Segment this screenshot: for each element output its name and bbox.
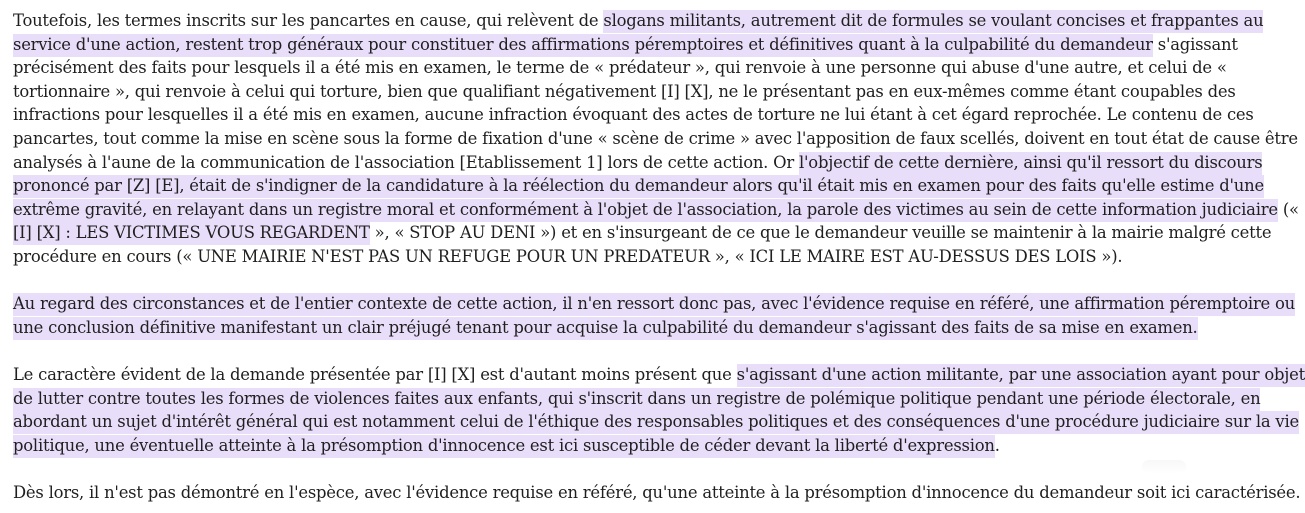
highlighted-text[interactable]: abordant un sujet d'intérêt général qui est notamment celui de l'éthique des responsables politiques et des conséquences d'une procédure judiciaire sur la vie bbox=[13, 411, 1299, 434]
text-line bbox=[13, 103, 1254, 127]
paragraph-3 bbox=[13, 363, 1305, 457]
text-line bbox=[13, 9, 1264, 33]
text-line bbox=[13, 387, 1261, 411]
scroll-fade bbox=[1142, 460, 1186, 474]
highlighted-text[interactable]: l'objectif de cette dernière, ainsi qu'il ressort du discours bbox=[799, 152, 1262, 175]
text-line bbox=[13, 316, 1198, 340]
text-line bbox=[13, 127, 1298, 151]
text-segment[interactable]: Toutefois, les termes inscrits sur les pancartes en cause, qui relèvent de bbox=[13, 11, 604, 30]
text-line bbox=[13, 198, 1299, 222]
document-body bbox=[13, 9, 1305, 504]
text-segment[interactable]: infractions pour lesquelles il a été mis en examen, aucune infraction évoquant des actes de torture ne lui étant à cet égard reprochée. Le contenu de ces bbox=[13, 105, 1254, 125]
text-line bbox=[13, 56, 1227, 80]
text-line bbox=[13, 363, 1305, 387]
text-segment[interactable]: analysés à l'aune de la communication de l'association [Etablissement 1] lors de cette action. Or bbox=[13, 152, 799, 172]
text-segment[interactable]: s'agissant bbox=[1152, 34, 1238, 54]
text-line bbox=[13, 80, 1236, 104]
paragraph-4 bbox=[13, 481, 1301, 505]
highlighted-text[interactable]: de lutter contre toutes les formes de violences faites aux enfants, qui s'inscrit dans un registre de polémique politique pendant une période électorale, en bbox=[13, 388, 1260, 411]
highlighted-text[interactable]: Au regard des circonstances et de l'entier contexte de cette action, il n'en ressort donc pas, avec l'évidence requise en référé, une affirmation péremptoire ou bbox=[13, 293, 1295, 316]
text-segment[interactable]: précisément des faits pour lesquels il a été mis en examen, le terme de « prédateur », qui renvoie à une personne qui abuse d'une autre, et celui de « bbox=[13, 58, 1227, 78]
text-line bbox=[13, 151, 1263, 175]
text-segment[interactable]: procédure en cours (« UNE MAIRIE N'EST PAS UN REFUGE POUR UN PREDATEUR », « ICI LE MAIRE EST AU-DESSUS DES LOIS »). bbox=[13, 246, 1123, 266]
paragraph-gap bbox=[13, 457, 1191, 481]
text-line bbox=[13, 410, 1299, 434]
text-segment[interactable]: », « STOP AU DENI ») et en s'insurgeant de ce que le demandeur veuille se maintenir à la mairie malgré cette bbox=[369, 223, 1272, 243]
highlighted-text[interactable]: [I] [X] : LES VICTIMES VOUS REGARDENT bbox=[13, 222, 370, 245]
highlighted-text[interactable]: slogans militants, autrement dit de formules se voulant concises et frappantes au bbox=[603, 10, 1263, 33]
paragraph-2 bbox=[13, 292, 1296, 339]
highlighted-text[interactable]: politique, une éventuelle atteinte à la présomption d'innocence est ici susceptible de céder devant la liberté d'expression bbox=[13, 435, 995, 458]
text-line bbox=[13, 292, 1296, 316]
text-segment[interactable]: . bbox=[994, 435, 1000, 455]
highlighted-text[interactable]: une conclusion définitive manifestant un clair préjugé tenant pour acquise la culpabilité du demandeur s'agissant des faits de sa mise en examen. bbox=[13, 317, 1198, 340]
paragraph-gap bbox=[13, 269, 1191, 293]
text-line bbox=[13, 221, 1272, 245]
text-line bbox=[13, 434, 1191, 458]
text-segment[interactable]: tortionnaire », qui renvoie à celui qui torture, bien que qualifiant négativement [I] [X], ne le présentant pas en eux-mêmes comme étant coupables des bbox=[13, 81, 1236, 101]
highlighted-text[interactable]: s'agissant d'une action militante, par une association ayant pour objet bbox=[737, 364, 1305, 387]
text-segment[interactable]: Dès lors, il n'est pas démontré en l'espèce, avec l'évidence requise en référé, qu'une atteinte à la présomption d'innocence du demandeur soit ici caractérisée. bbox=[13, 482, 1301, 502]
text-line bbox=[13, 481, 1301, 505]
highlighted-text[interactable]: service d'une action, restent trop généraux pour constituer des affirmations péremptoires et définitives quant à la culpabilité du demandeur bbox=[13, 34, 1153, 57]
paragraph-1 bbox=[13, 9, 1299, 269]
text-line bbox=[13, 245, 1191, 269]
highlighted-text[interactable]: prononcé par [Z] [E], était de s'indigner de la candidature à la réélection du demandeur alors qu'il était mis en examen pour des faits qu'elle estime d'une bbox=[13, 175, 1264, 198]
highlighted-text[interactable]: extrême gravité, en relayant dans un registre moral et conformément à l'objet de l'association, la parole des victimes au sein de cette information judiciaire bbox=[13, 199, 1278, 222]
paragraph-gap bbox=[13, 339, 1191, 363]
text-line bbox=[13, 174, 1264, 198]
text-segment[interactable]: Le caractère évident de la demande présentée par [I] [X] est d'autant moins présent que bbox=[13, 364, 737, 384]
text-segment[interactable]: pancartes, tout comme la mise en scène sous la forme de fixation d'une « scène de crime » avec l'apposition de faux scellés, doivent en tout état de cause être bbox=[13, 128, 1298, 148]
text-segment[interactable]: (« bbox=[1277, 199, 1299, 219]
text-line bbox=[13, 33, 1238, 57]
